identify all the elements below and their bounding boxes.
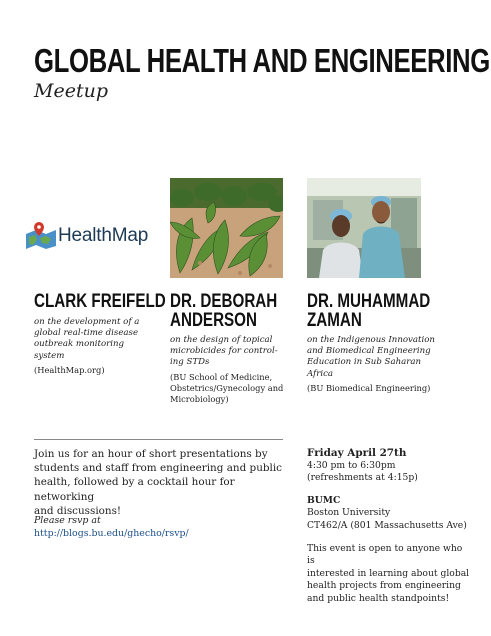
speaker-topic: on the design of topical microbicides for control- ing STDs: [170, 335, 278, 368]
event-date: Friday April 27th: [307, 447, 407, 459]
page-title: GLOBAL HEALTH AND ENGINEERING: [34, 42, 490, 79]
venue-line-1: Boston University: [307, 507, 391, 519]
healthmap-logo: [24, 220, 149, 250]
lab-people-photo: [307, 178, 421, 278]
speaker-topic: on the Indigenous Innovation and Biomedical Engineering Education in Sub Saharan Africa: [307, 335, 435, 379]
rsvp-link[interactable]: http://blogs.bu.edu/ghecho/rsvp/: [34, 528, 189, 539]
event-notice: This event is open to anyone who is interested in learning about global health projects from engineering and public health standpoints!: [307, 542, 470, 604]
section-divider: [34, 439, 283, 440]
venue-label: BUMC: [307, 494, 341, 506]
speaker-muhammad-zaman: [307, 292, 467, 394]
page-subtitle: Meetup: [34, 80, 108, 102]
healthmap-logo-text: HealthMap: [58, 225, 149, 246]
speaker-name: DR. MUHAMMAD ZAMAN: [307, 291, 431, 331]
speaker-topic: on the development of a global real-time disease outbreak monitoring system: [34, 317, 140, 361]
venue-line-2: CT462/A (801 Massachusetts Ave): [307, 519, 467, 531]
speaker-affiliation: (BU School of Medicine, Obstetrics/Gynecology and Microbiology): [170, 371, 284, 405]
event-time: 4:30 pm to 6:30pm: [307, 459, 396, 471]
event-description: Join us for an hour of short presentations by students and staff from engineering and public health, followed by a cocktail hour for networking and discussions!: [34, 448, 283, 517]
speaker-deborah-anderson: [170, 292, 295, 405]
event-refreshments: (refreshments at 4:15p): [307, 472, 418, 484]
event-details: [307, 447, 472, 606]
map-pin-logo-icon: [24, 220, 58, 250]
tobacco-field-photo: [170, 178, 283, 278]
speaker-affiliation: (HealthMap.org): [34, 364, 105, 375]
speaker-name: CLARK FREIFELD: [34, 291, 166, 312]
speaker-affiliation: (BU Biomedical Engineering): [307, 382, 431, 393]
speaker-clark-freifeld: [34, 291, 166, 376]
speaker-name: DR. DEBORAH ANDERSON: [170, 291, 278, 331]
rsvp-label: Please rsvp at: [34, 515, 101, 526]
